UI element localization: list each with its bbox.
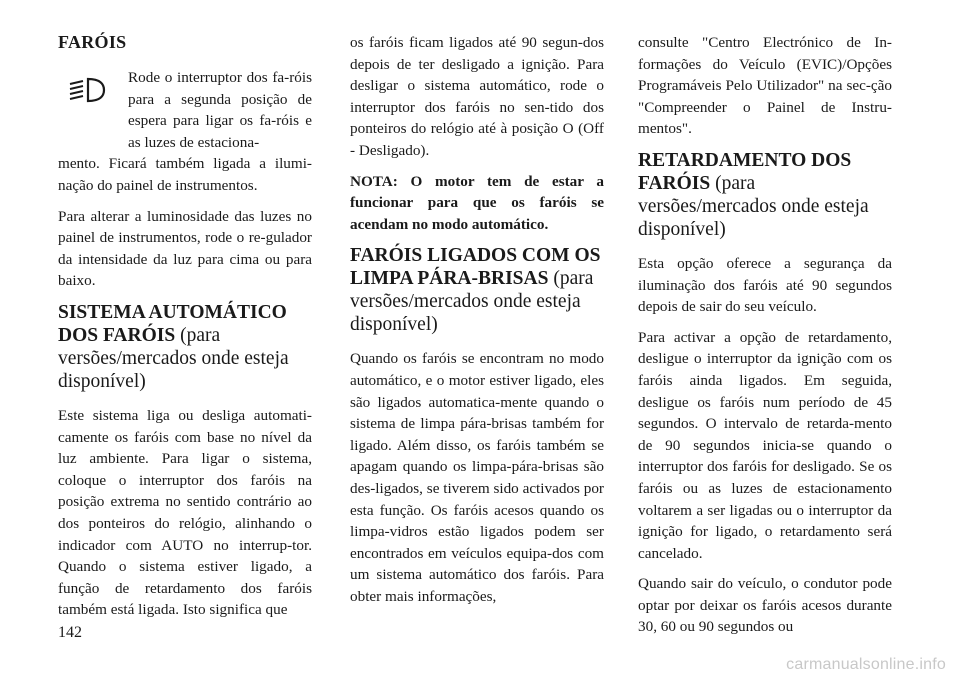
paragraph: Quando os faróis se encontram no modo automático, e o motor estiver ligado, eles são ligados automatica-mente quando o sistema de limpa pára-brisas também for ligado. Além disso, os faróis também se apagam quando os limpa-pára-brisas são des-ligados, se tiverem sido activados por esta função. Os faróis acesos quando os limpa-vidros estão ligados podem ser encontrados em veículos equipa-dos com um sistema automático dos faróis. Para obter mais informações,: [350, 350, 604, 605]
heading-main: SISTEMA AUTOMÁTICO DOS FARÓIS: [58, 301, 287, 346]
headlamp-icon: [66, 75, 108, 105]
paragraph: Esta opção oferece a segurança da iluminação dos faróis até 90 segundos depois de sair do seu veículo.: [638, 254, 892, 316]
paragraph: Quando sair do veículo, o condutor pode optar por deixar os faróis acesos durante 30, 60 ou 90 segundos ou: [638, 575, 892, 636]
heading-qualifier: (para versões/mercados onde esteja disponível): [350, 268, 594, 336]
column-2: [350, 32, 604, 616]
column-3: [638, 32, 892, 647]
section-heading-headlamp-delay: [638, 149, 892, 241]
intro-paragraph: Rode o interruptor dos fa-róis para a segunda posição de espera para ligar os fa-róis e as luzes de estaciona-: [128, 69, 312, 151]
paragraph: mento. Ficará também ligada a ilumi-nação do painel de instrumentos.: [58, 155, 312, 194]
heading-main: RETARDAMENTO DOS FARÓIS: [638, 149, 852, 194]
heading-qualifier: (para versões/mercados onde esteja disponível): [638, 172, 869, 240]
paragraph: Para activar a opção de retardamento, desligue o interruptor da ignição com os faróis ainda ligados. Em seguida, desligue os faróis num período de 45 segundos. O intervalo de retarda-mento de 90 segundos inicia-se quando o interruptor dos faróis for desligado. Se os faróis ou as luzes de estacionamento voltarem a ser ligadas ou o interruptor da ignição for ligado, o retardamento será cancelado.: [638, 328, 892, 562]
headlamp-intro: [58, 67, 312, 153]
note: NOTA: O motor tem de estar a funcionar para que os faróis se acendam no modo automático.: [350, 172, 604, 233]
watermark: carmanualsonline.info: [786, 656, 946, 673]
section-heading-automatic-headlamps: [58, 301, 312, 393]
heading-qualifier: (para versões/mercados onde esteja disponível): [58, 324, 289, 392]
paragraph: os faróis ficam ligados até 90 segun-dos depois de ter desligado a ignição. Para desligar o sistema automático, rode o interruptor dos faróis no sen-tido dos ponteiros do relógio até à posição O (Off - Desligado).: [350, 34, 604, 159]
paragraph: consulte "Centro Electrónico de In-formações do Veículo (EVIC)/Opções Programáveis Pelo Utilizador" na sec-ção "Compreender o Painel de Instru-mentos".: [638, 34, 892, 138]
paragraph: Para alterar a luminosidade das luzes no painel de instrumentos, rode o re-gulador da intensidade da luz para cima ou para baixo.: [58, 207, 312, 290]
page-number: 142: [58, 624, 82, 641]
heading-main: FARÓIS LIGADOS COM OS LIMPA PÁRA-BRISAS: [350, 245, 601, 290]
section-title-farois: FARÓIS: [58, 32, 127, 52]
section-heading-headlamps-with-wipers: [350, 244, 604, 336]
column-1: [58, 32, 312, 630]
paragraph: Este sistema liga ou desliga automati-camente os faróis com base no nível da luz ambiente. Para ligar o sistema, coloque o interruptor dos faróis na posição extrema no sentido contrário ao dos ponteiros do relógio, alinhando o indicador com AUTO no interrup-tor. Quando o sistema estiver ligado, a função de retardamento dos faróis também está ligada. Isto significa que: [58, 406, 312, 619]
